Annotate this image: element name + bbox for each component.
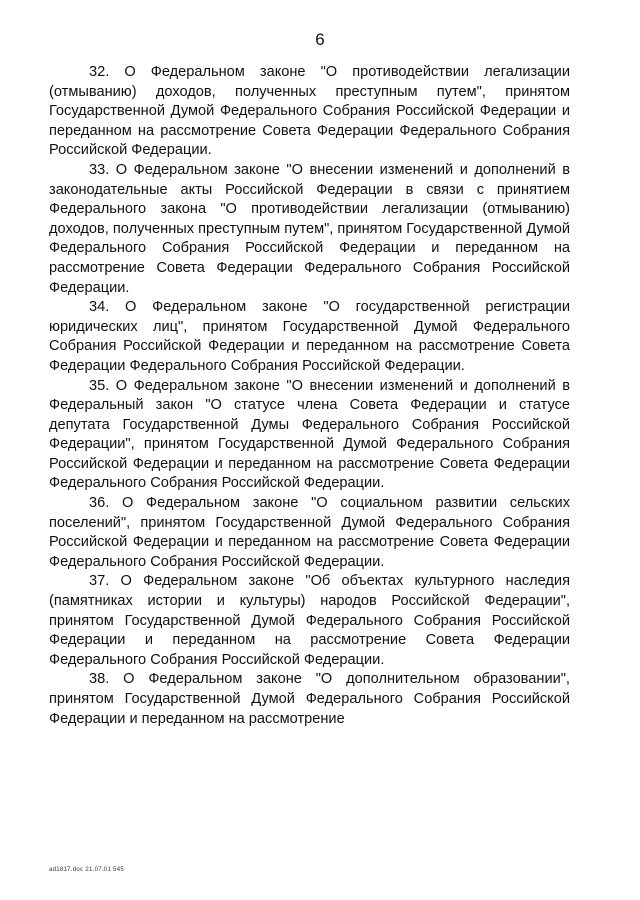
page-number: 6 [315,30,325,49]
list-item: 33. О Федеральном законе "О внесении изменений и дополнений в законодательные акты Российской Федерации в связи с принятием Федерального закона "О противодействии легализации (отмыванию) доходов, полученных преступным путем", принятом Государственной Думой Федерального Собрания Российской Федерации и переданном на рассмотрение Совета Федерации Федерального Собрания Российской Федерации. [49,161,570,296]
list-item: 36. О Федеральном законе "О социальном развитии сельских поселений", принятом Государственной Думой Федерального Собрания Российской Федерации и переданном на рассмотрение Совета Федерации Федерального Собрания Российской Федерации. [49,495,570,570]
document-body [49,63,570,729]
list-item: 32. О Федеральном законе "О противодействии легализации (отмыванию) доходов, полученных преступным путем", принятом Государственной Думой Федерального Собрания Российской Федерации и переданном на рассмотрение Совета Федерации Федерального Собрания Российской Федерации. [49,64,570,159]
document-code: ad1817.doc 21.07.01 545 [49,867,124,873]
list-item: 38. О Федеральном законе "О дополнительном образовании", принятом Государственной Думой Федерального Собрания Российской Федерации и переданном на рассмотрение [49,671,570,727]
list-item: 35. О Федеральном законе "О внесении изменений и дополнений в Федеральный закон "О статусе члена Совета Федерации и статусе депутата Государственной Думы Федерального Собрания Российской Федерации", принятом Государственной Думой Федерального Собрания Российской Федерации и переданном на рассмотрение Совета Федерации Федерального Собрания Российской Федерации. [49,377,570,492]
list-item: 34. О Федеральном законе "О государственной регистрации юридических лиц", принятом Государственной Думой Федерального Собрания Российской Федерации и переданном на рассмотрение Совета Федерации Федерального Собрания Российской Федерации. [49,299,570,374]
list-item: 37. О Федеральном законе "Об объектах культурного наследия (памятниках истории и культуры) народов Российской Федерации", принятом Государственной Думой Федерального Собрания Российской Федерации и переданном на рассмотрение Совета Федерации Федерального Собрания Российской Федерации. [49,573,570,668]
